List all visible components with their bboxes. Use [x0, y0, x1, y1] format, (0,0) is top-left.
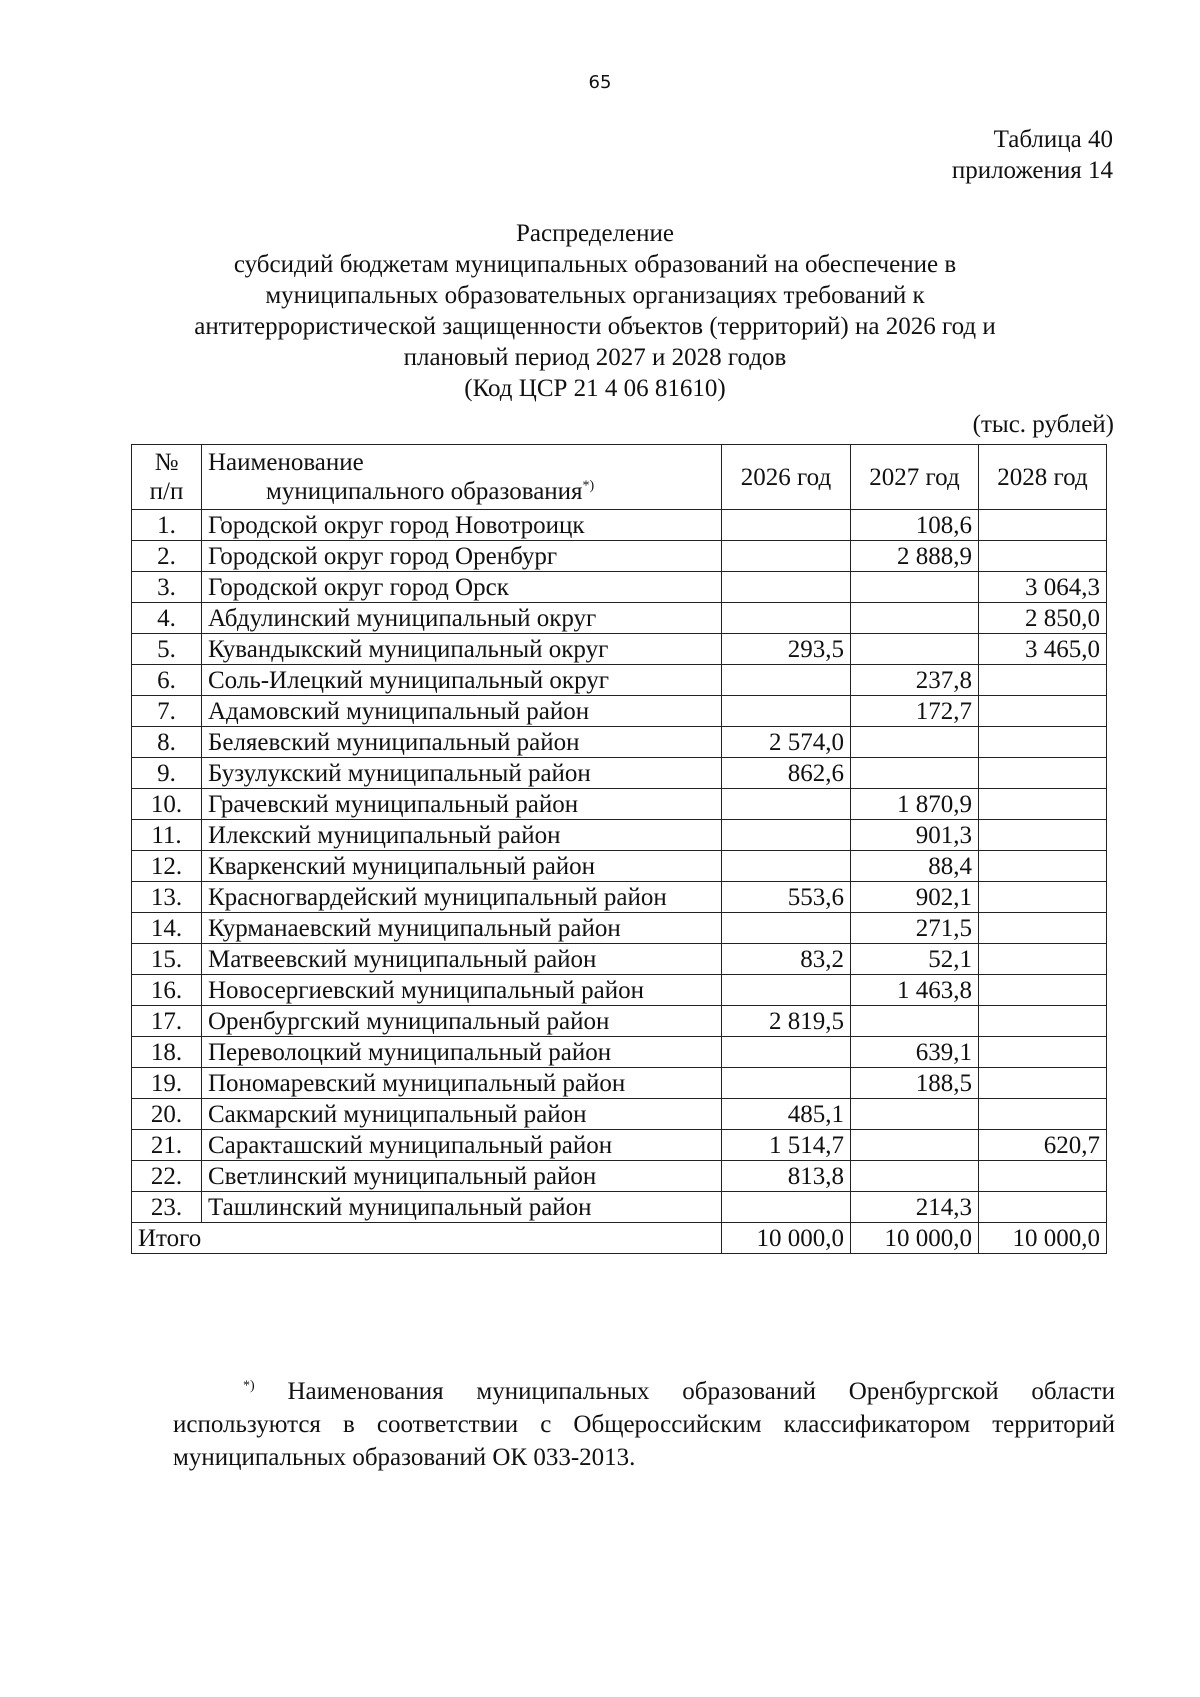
row-name: Сакмарский муниципальный район: [202, 1099, 722, 1130]
row-value-2028: 3 064,3: [979, 572, 1107, 603]
row-name: Оренбургский муниципальный район: [202, 1006, 722, 1037]
table-row: [132, 1006, 1107, 1037]
table-row: [132, 1099, 1107, 1130]
footnote-mark: *): [243, 1378, 255, 1394]
row-value-2027: [851, 758, 979, 789]
row-name: Красногвардейский муниципальный район: [202, 882, 722, 913]
row-value-2028: [979, 820, 1107, 851]
row-number: 14.: [132, 913, 202, 944]
header-name-text: муниципального образования: [266, 478, 583, 505]
row-number: 16.: [132, 975, 202, 1006]
table-row: [132, 758, 1107, 789]
row-value-2027: [851, 1161, 979, 1192]
row-value-2027: 52,1: [851, 944, 979, 975]
row-value-2027: 271,5: [851, 913, 979, 944]
header-name-line-1: Наименование: [208, 449, 364, 476]
row-value-2027: [851, 727, 979, 758]
row-value-2027: 188,5: [851, 1068, 979, 1099]
row-number: 12.: [132, 851, 202, 882]
row-value-2028: [979, 696, 1107, 727]
title-line: (Код ЦСР 21 4 06 81610): [464, 375, 726, 402]
title-line: плановый период 2027 и 2028 годов: [403, 344, 787, 371]
row-value-2026: [722, 572, 851, 603]
table-row: [132, 603, 1107, 634]
row-value-2027: [851, 1099, 979, 1130]
row-value-2026: 293,5: [722, 634, 851, 665]
row-number: 6.: [132, 665, 202, 696]
row-value-2026: [722, 1192, 851, 1223]
total-2028: 10 000,0: [979, 1223, 1107, 1254]
header-2027: 2027 год: [851, 445, 979, 510]
table-row: [132, 789, 1107, 820]
table-row: [132, 1192, 1107, 1223]
row-value-2026: [722, 975, 851, 1006]
row-number: 5.: [132, 634, 202, 665]
row-value-2027: [851, 603, 979, 634]
title-line: антитеррористической защищенности объектов (территорий) на 2026 год и: [194, 313, 996, 340]
row-value-2026: [722, 1068, 851, 1099]
row-name: Грачевский муниципальный район: [202, 789, 722, 820]
table-row: [132, 634, 1107, 665]
row-value-2028: [979, 975, 1107, 1006]
table-reference-line-1: Таблица 40: [993, 126, 1113, 153]
row-number: 21.: [132, 1130, 202, 1161]
header-2028: 2028 год: [979, 445, 1107, 510]
row-number: 18.: [132, 1037, 202, 1068]
page-number: 65: [588, 72, 612, 93]
table-row: [132, 665, 1107, 696]
row-value-2027: 172,7: [851, 696, 979, 727]
table-row: [132, 510, 1107, 541]
table-reference: [952, 124, 1113, 186]
row-name: Кваркенский муниципальный район: [202, 851, 722, 882]
row-value-2027: 2 888,9: [851, 541, 979, 572]
row-name: Беляевский муниципальный район: [202, 727, 722, 758]
row-value-2026: 2 574,0: [722, 727, 851, 758]
row-number: 4.: [132, 603, 202, 634]
row-name: Пономаревский муниципальный район: [202, 1068, 722, 1099]
row-name: Бузулукский муниципальный район: [202, 758, 722, 789]
row-name: Кувандыкский муниципальный округ: [202, 634, 722, 665]
header-name: [202, 445, 722, 510]
row-name: Курманаевский муниципальный район: [202, 913, 722, 944]
row-name: Городской округ город Орск: [202, 572, 722, 603]
row-number: 22.: [132, 1161, 202, 1192]
row-value-2027: 237,8: [851, 665, 979, 696]
table-reference-line-2: приложения 14: [951, 157, 1113, 184]
row-name: Соль-Илецкий муниципальный округ: [202, 665, 722, 696]
table-row: [132, 727, 1107, 758]
row-value-2028: [979, 913, 1107, 944]
row-value-2027: 108,6: [851, 510, 979, 541]
row-number: 19.: [132, 1068, 202, 1099]
header-name-line-2: [208, 477, 715, 506]
footnote-text: Наименования муниципальных образований Оренбургской области используются в соответствии с Общероссийским классификатором территорий муниципальных образований ОК 033-2013.: [173, 1378, 1115, 1471]
row-value-2028: [979, 1161, 1107, 1192]
row-value-2028: [979, 789, 1107, 820]
row-value-2026: 813,8: [722, 1161, 851, 1192]
row-number: 8.: [132, 727, 202, 758]
subsidy-distribution-table: [131, 444, 1107, 1254]
row-number: 10.: [132, 789, 202, 820]
row-value-2026: 862,6: [722, 758, 851, 789]
header-number: [132, 445, 202, 510]
table-row: [132, 1130, 1107, 1161]
row-number: 15.: [132, 944, 202, 975]
row-value-2026: [722, 820, 851, 851]
header-number-line-2: п/п: [149, 478, 184, 505]
row-number: 1.: [132, 510, 202, 541]
row-value-2026: [722, 696, 851, 727]
title-line: субсидий бюджетам муниципальных образований на обеспечение в: [233, 251, 957, 278]
row-value-2027: 88,4: [851, 851, 979, 882]
table-row: [132, 882, 1107, 913]
row-name: Ташлинский муниципальный район: [202, 1192, 722, 1223]
row-name: Светлинский муниципальный район: [202, 1161, 722, 1192]
row-name: Абдулинский муниципальный округ: [202, 603, 722, 634]
table-row: [132, 696, 1107, 727]
table-row: [132, 820, 1107, 851]
row-value-2026: 2 819,5: [722, 1006, 851, 1037]
row-value-2028: [979, 541, 1107, 572]
total-label: Итого: [132, 1223, 722, 1254]
row-value-2028: [979, 758, 1107, 789]
row-value-2027: 214,3: [851, 1192, 979, 1223]
row-value-2027: [851, 634, 979, 665]
table-row: [132, 851, 1107, 882]
units-label: (тыс. рублей): [972, 411, 1114, 438]
row-value-2027: [851, 572, 979, 603]
row-value-2028: 620,7: [979, 1130, 1107, 1161]
title-line: муниципальных образовательных организациях требований к: [265, 282, 925, 309]
row-value-2026: [722, 1037, 851, 1068]
row-value-2026: [722, 510, 851, 541]
row-value-2026: [722, 541, 851, 572]
row-value-2028: [979, 665, 1107, 696]
table-body: [132, 510, 1107, 1223]
row-value-2027: 1 463,8: [851, 975, 979, 1006]
row-number: 2.: [132, 541, 202, 572]
table-row: [132, 944, 1107, 975]
total-row: [132, 1223, 1107, 1254]
row-name: Илекский муниципальный район: [202, 820, 722, 851]
table-row: [132, 1161, 1107, 1192]
row-value-2028: 3 465,0: [979, 634, 1107, 665]
row-value-2026: 553,6: [722, 882, 851, 913]
row-value-2028: [979, 1099, 1107, 1130]
row-value-2026: [722, 789, 851, 820]
header-footnote-mark: *): [582, 478, 595, 494]
table-row: [132, 913, 1107, 944]
row-value-2027: 901,3: [851, 820, 979, 851]
row-value-2027: 902,1: [851, 882, 979, 913]
table-header-row: [132, 445, 1107, 510]
row-value-2027: [851, 1006, 979, 1037]
row-value-2026: [722, 851, 851, 882]
row-name: Переволоцкий муниципальный район: [202, 1037, 722, 1068]
row-value-2026: 485,1: [722, 1099, 851, 1130]
document-title: [175, 218, 1015, 404]
header-2026: 2026 год: [722, 445, 851, 510]
row-number: 9.: [132, 758, 202, 789]
row-name: Городской округ город Оренбург: [202, 541, 722, 572]
total-2027: 10 000,0: [851, 1223, 979, 1254]
row-name: Саракташский муниципальный район: [202, 1130, 722, 1161]
row-number: 13.: [132, 882, 202, 913]
row-value-2028: [979, 1068, 1107, 1099]
table-row: [132, 1037, 1107, 1068]
row-value-2028: [979, 944, 1107, 975]
table-row: [132, 1068, 1107, 1099]
table-row: [132, 541, 1107, 572]
header-number-line-1: №: [154, 449, 179, 476]
row-value-2026: [722, 665, 851, 696]
row-number: 11.: [132, 820, 202, 851]
total-2026: 10 000,0: [722, 1223, 851, 1254]
row-value-2027: [851, 1130, 979, 1161]
row-number: 20.: [132, 1099, 202, 1130]
table-row: [132, 572, 1107, 603]
row-value-2028: [979, 1037, 1107, 1068]
row-number: 3.: [132, 572, 202, 603]
row-value-2027: 639,1: [851, 1037, 979, 1068]
table-row: [132, 975, 1107, 1006]
row-value-2027: 1 870,9: [851, 789, 979, 820]
row-value-2028: [979, 510, 1107, 541]
row-value-2028: [979, 882, 1107, 913]
row-value-2026: [722, 603, 851, 634]
row-value-2028: [979, 1192, 1107, 1223]
row-name: Городской округ город Новотроицк: [202, 510, 722, 541]
row-name: Адамовский муниципальный район: [202, 696, 722, 727]
row-value-2028: 2 850,0: [979, 603, 1107, 634]
row-number: 7.: [132, 696, 202, 727]
row-name: Новосергиевский муниципальный район: [202, 975, 722, 1006]
row-value-2028: [979, 851, 1107, 882]
row-value-2028: [979, 727, 1107, 758]
row-value-2026: 83,2: [722, 944, 851, 975]
row-number: 17.: [132, 1006, 202, 1037]
row-name: Матвеевский муниципальный район: [202, 944, 722, 975]
title-line: Распределение: [516, 220, 674, 247]
row-value-2026: 1 514,7: [722, 1130, 851, 1161]
footnote: [173, 1375, 1115, 1474]
row-value-2028: [979, 1006, 1107, 1037]
row-number: 23.: [132, 1192, 202, 1223]
row-value-2026: [722, 913, 851, 944]
